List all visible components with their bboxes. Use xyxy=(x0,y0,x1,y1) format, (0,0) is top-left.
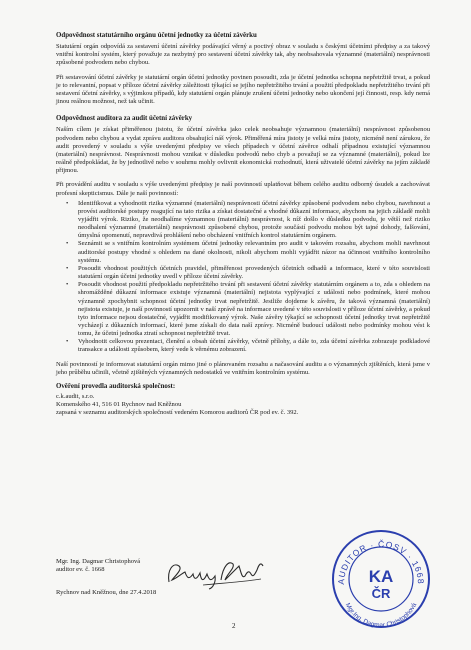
handwritten-signature xyxy=(163,552,268,592)
place-date: Rychnov nad Kněžnou, dne 27.4.2018 xyxy=(56,589,157,596)
paragraph: Naší povinností je informovat statutární orgán mimo jiné o plánovaném rozsahu a načasování auditu a o významných zjištěních, která jsme v jeho průběhu učinili, včetně zjištěných významných nedostatků ve vnitřním kontrolním systému. xyxy=(56,360,430,376)
stamp-mark-top: KA xyxy=(368,567,394,586)
auditor-name: Mgr. Ing. Dagmar Christophová xyxy=(56,558,141,565)
auditor-license: auditor ev. č. 1668 xyxy=(56,566,105,574)
paragraph: Při provádění auditu v souladu s výše uvedenými předpisy je naší povinností uplatňovat během celého auditu odborný úsudek a zachovávat profesní skepticismus. Dále je naší povinností: xyxy=(56,181,430,197)
paragraph: Statutární orgán odpovídá za sestavení účetní závěrky podávající věrný a poctivý obraz v souladu s českými účetními předpisy a za takový vnitřní kontrolní systém, který považuje za nezbytný pro sestavení účetní závěrky tak, aby neobsahovala významné (materiální) nesprávnosti způsobené podvodem nebo chybou. xyxy=(56,43,430,67)
stamp-mark-bottom: ČR xyxy=(371,586,391,601)
paragraph: Při sestavování účetní závěrky je statutární orgán účetní jednotky povinen posoudit, zda je účetní jednotka schopna nepřetržitě trvat, a pokud je to relevantní, popsat v příloze účetní závěrky záležitosti týkající se jejího nepřetržitého trvání a použití předpokladu nepřetržitého trvání při sestavení účetní závěrky, s výjimkou případů, kdy statutární orgán plánuje zrušení účetní jednotky nebo ukončení její činnosti, resp. kdy nemá jinou reálnou možnost, než tak učinit. xyxy=(56,73,430,106)
list-item: • Posoudit vhodnost použití předpokladu nepřetržitého trvání při sestavení účetní závěrky statutárním orgánem a to, zda s ohledem na shromážděné důkazní informace existuje významná (materiální) nejistota vyplývající z událostí nebo podmínek, které mohou významně zpochybnit schopnost účetní jednotky trvat nepřetržitě. Jestliže dojdeme k závěru, že taková významná (materiální) nejistota existuje, je naší povinností upozornit v naší zprávě na informace uvedené v této souvislosti v příloze účetní závěrky, a pokud tyto informace nejsou dostatečné, vyjádřit modifikovaný výrok. Naše závěry týkající se schopnosti účetní jednotky trvat nepřetržitě vycházejí z důkazních informací, které jsme získali do data naší zprávy. Nicméně budoucí události nebo podmínky mohou vést k tomu, že účetní jednotka ztratí schopnost nepřetržitě trvat. xyxy=(78,281,430,338)
firm-name: c.k.audit, s.r.o. xyxy=(56,393,95,401)
stamp-inner-text: Mgr.Ing. Dagmar Christophová xyxy=(343,601,419,630)
list-item: • Posoudit vhodnost použitých účetních pravidel, přiměřenost provedených účetních odhadů a informace, které v této souvislosti statutární orgán účetní jednotky uvedl v příloze účetní závěrky. xyxy=(78,265,430,281)
list-item: • Seznámit se s vnitřním kontrolním systémem účetní jednotky relevantním pro audit v takovém rozsahu, abychom mohli navrhnout auditorské postupy vhodné s ohledem na dané okolnosti, nikoli abychom mohli vyjádřit názor na účinnost vnitřního kontrolního systému. xyxy=(78,240,430,264)
page-number: 2 xyxy=(232,622,236,630)
firm-registry: zapsaná v seznamu auditorských společností vedeném Komorou auditorů ČR pod ev. č. 392. xyxy=(56,409,299,417)
audit-firm-block xyxy=(56,383,430,418)
section-heading-management-responsibility: Odpovědnost statutárního orgánu účetní jednotky za účetní závěrku xyxy=(56,32,257,39)
auditor-block xyxy=(56,558,140,574)
auditor-stamp xyxy=(330,528,432,630)
firm-address: Komenského 41, 516 01 Rychnov nad Kněžnou xyxy=(56,401,182,409)
list-item: • Identifikovat a vyhodnotit rizika významné (materiální) nesprávnosti účetní závěrky způsobené podvodem nebo chybou, navrhnout a provést auditorské postupy reagující na tato rizika a získat dostatečné a vhodné důkazní informace, abychom na jejich základě mohli vyjádřit výrok. Riziko, že neodhalíme významnou (materiální) nesprávnost, k níž došlo v důsledku podvodu, je větší než riziko neodhalení významné (materiální) nesprávnosti způsobené chybou, protože součástí podvodu mohou být tajné dohody, falšování, úmyslná opomenutí, nepravdivá prohlášení nebo obcházení vnitřních kontrol statutárním orgánem. xyxy=(78,200,430,241)
paragraph: Naším cílem je získat přiměřenou jistotu, že účetní závěrka jako celek neobsahuje významnou (materiální) nesprávnost způsobenou podvodem nebo chybou a vydat zprávu auditora obsahující náš výrok. Přiměřená míra jistoty je velká míra jistoty, nicméně není zárukou, že audit provedený v souladu s výše uvedenými předpisy ve všech případech v účetní závěrce odhalí případnou existující významnou (materiální) nesprávnost. Nesprávnosti mohou vznikat v důsledku podvodů nebo chyb a považují se za významné (materiální), pokud lze reálně předpokládat, že by jednotlivě nebo v souhrnu mohly ovlivnit ekonomická rozhodnutí, která uživatelé účetní závěrky na jejím základě přijmou. xyxy=(56,126,430,175)
firm-heading: Ověření provedla auditorská společnost: xyxy=(56,382,176,390)
svg-text:Mgr.Ing. Dagmar Christophová xyxy=(344,602,419,629)
responsibilities-list xyxy=(56,200,430,355)
section-heading-auditor-responsibility: Odpovědnost auditora za audit účetní závěrky xyxy=(56,115,193,123)
list-item: • Vyhodnotit celkovou prezentaci, členění a obsah účetní závěrky, včetně přílohy, a dále to, zda účetní závěrka zobrazuje podkladové transakce a události způsobem, který vede k věrnému zobrazení. xyxy=(78,338,430,354)
stamp-outer-text: AUDITOR · ČOSV · 1668 xyxy=(335,538,427,585)
document-body xyxy=(56,32,430,418)
